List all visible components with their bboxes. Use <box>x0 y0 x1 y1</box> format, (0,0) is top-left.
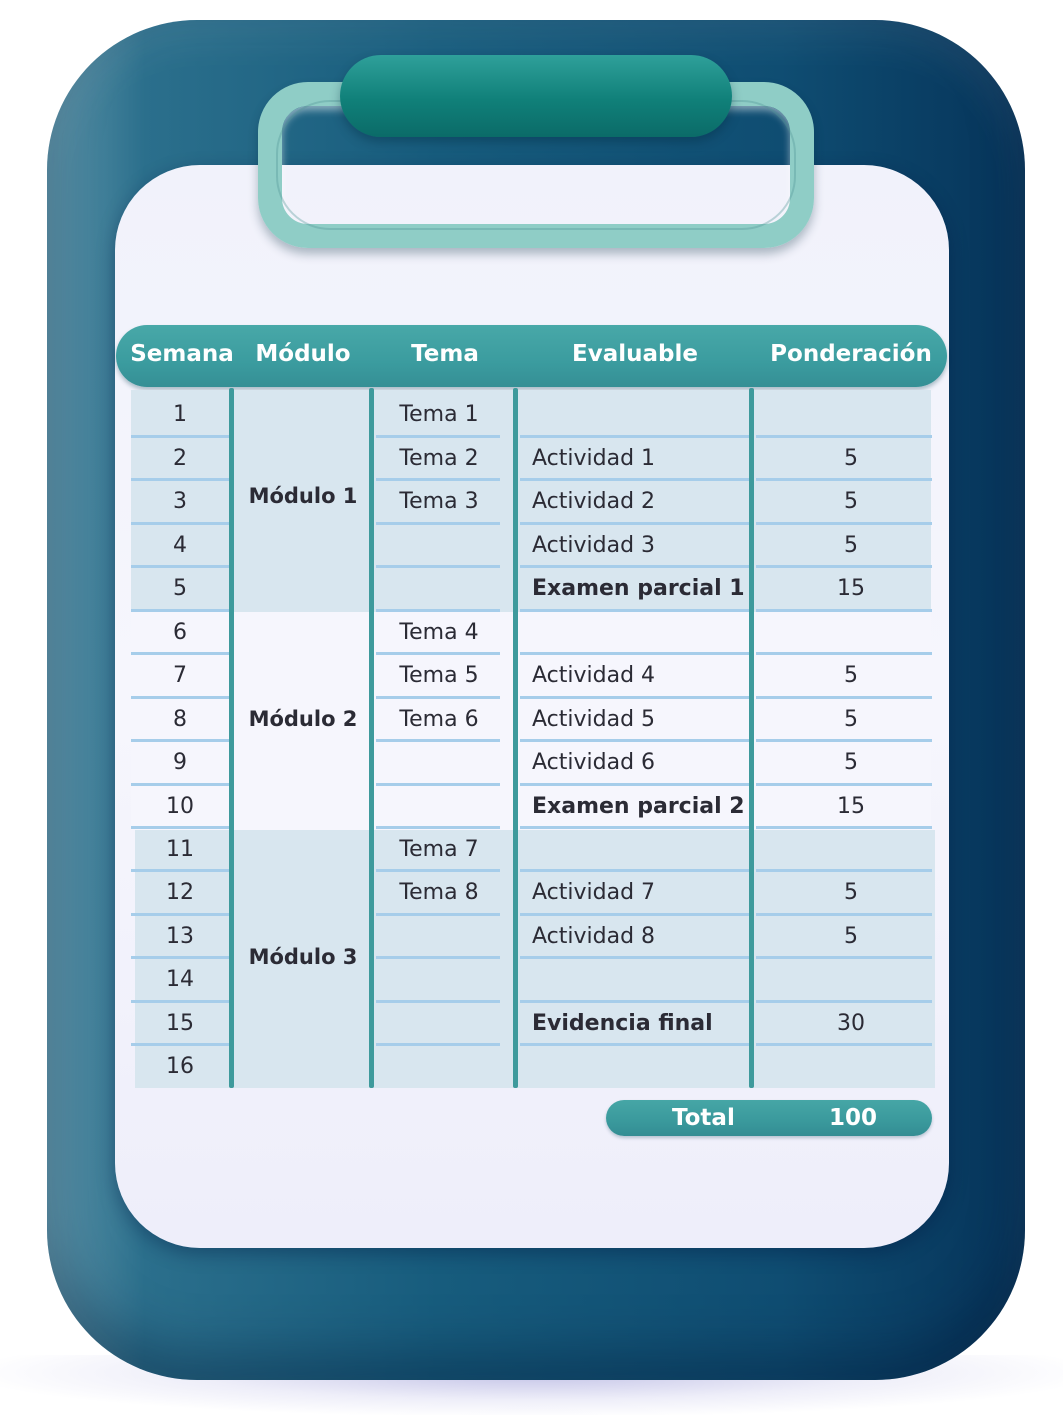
cell-evaluable <box>532 1045 748 1088</box>
cell-tema: Tema 8 <box>399 880 479 905</box>
module-label: Módulo 3 <box>248 945 358 969</box>
cell-tema <box>376 915 502 958</box>
cell-ponderacion <box>756 1045 946 1088</box>
total-label: Total <box>672 1105 735 1131</box>
header-modulo: Módulo <box>255 341 351 367</box>
header-semana: Semana <box>130 341 234 367</box>
cell-ponderacion: 15 <box>837 794 865 819</box>
cell-evaluable: Evidencia final <box>532 1011 713 1036</box>
cell-tema: Tema 6 <box>399 707 479 732</box>
cell-evaluable: Examen parcial 2 <box>532 794 745 819</box>
cell-semana: 8 <box>173 707 187 732</box>
cell-semana: 13 <box>166 924 194 949</box>
module-label: Módulo 2 <box>248 707 358 731</box>
cell-semana: 10 <box>166 794 194 819</box>
cell-ponderacion: 5 <box>844 707 858 732</box>
cell-ponderacion <box>756 828 946 871</box>
total-bar <box>606 1100 932 1136</box>
header-ponderacion: Ponderación <box>770 341 932 367</box>
cell-semana: 11 <box>166 837 194 862</box>
cell-evaluable: Actividad 7 <box>532 880 656 905</box>
cell-ponderacion <box>756 393 946 436</box>
cell-tema <box>376 785 502 828</box>
cell-tema <box>376 524 502 567</box>
header-tema: Tema <box>411 341 479 367</box>
cell-tema <box>376 1045 502 1088</box>
cell-semana: 5 <box>173 576 187 601</box>
column-divider <box>513 388 518 1088</box>
cell-ponderacion: 5 <box>844 533 858 558</box>
cell-semana: 9 <box>173 750 187 775</box>
cell-evaluable <box>532 611 748 654</box>
cell-semana: 12 <box>166 880 194 905</box>
cell-ponderacion: 5 <box>844 924 858 949</box>
cell-evaluable: Actividad 8 <box>532 924 656 949</box>
cell-semana: 4 <box>173 533 187 558</box>
cell-tema <box>376 741 502 784</box>
cell-ponderacion: 30 <box>837 1011 865 1036</box>
cell-tema: Tema 1 <box>399 402 479 427</box>
column-divider <box>229 388 234 1088</box>
cell-ponderacion <box>756 958 946 1001</box>
cell-semana: 7 <box>173 663 187 688</box>
cell-semana: 3 <box>173 489 187 514</box>
cell-evaluable: Actividad 5 <box>532 707 656 732</box>
cell-tema: Tema 5 <box>399 663 479 688</box>
cell-tema <box>376 567 502 610</box>
cell-tema: Tema 4 <box>399 620 479 645</box>
cell-tema: Tema 7 <box>399 837 479 862</box>
cell-tema: Tema 3 <box>399 489 479 514</box>
cell-tema: Tema 2 <box>399 446 479 471</box>
cell-semana: 6 <box>173 620 187 645</box>
clipboard-clip-bar <box>340 55 732 137</box>
cell-evaluable: Actividad 4 <box>532 663 656 688</box>
cell-evaluable: Actividad 2 <box>532 489 656 514</box>
cell-semana: 16 <box>166 1054 194 1079</box>
cell-evaluable: Actividad 6 <box>532 750 656 775</box>
cell-semana: 14 <box>166 967 194 992</box>
cell-evaluable <box>532 828 748 871</box>
cell-semana: 1 <box>173 402 187 427</box>
cell-ponderacion <box>756 611 946 654</box>
cell-ponderacion: 5 <box>844 446 858 471</box>
cell-ponderacion: 5 <box>844 489 858 514</box>
table-header <box>116 325 947 387</box>
cell-evaluable <box>532 393 748 436</box>
total-value: 100 <box>829 1105 878 1131</box>
cell-tema <box>376 1002 502 1045</box>
cell-evaluable <box>532 958 748 1001</box>
cell-ponderacion: 5 <box>844 880 858 905</box>
cell-evaluable: Actividad 3 <box>532 533 656 558</box>
cell-evaluable: Examen parcial 1 <box>532 576 745 601</box>
cell-tema <box>376 958 502 1001</box>
cell-semana: 15 <box>166 1011 194 1036</box>
module-label: Módulo 1 <box>248 484 358 508</box>
cell-ponderacion: 5 <box>844 663 858 688</box>
cell-semana: 2 <box>173 446 187 471</box>
cell-ponderacion: 15 <box>837 576 865 601</box>
cell-evaluable: Actividad 1 <box>532 446 656 471</box>
cell-ponderacion: 5 <box>844 750 858 775</box>
column-divider <box>749 388 754 1088</box>
header-evaluable: Evaluable <box>572 341 698 367</box>
